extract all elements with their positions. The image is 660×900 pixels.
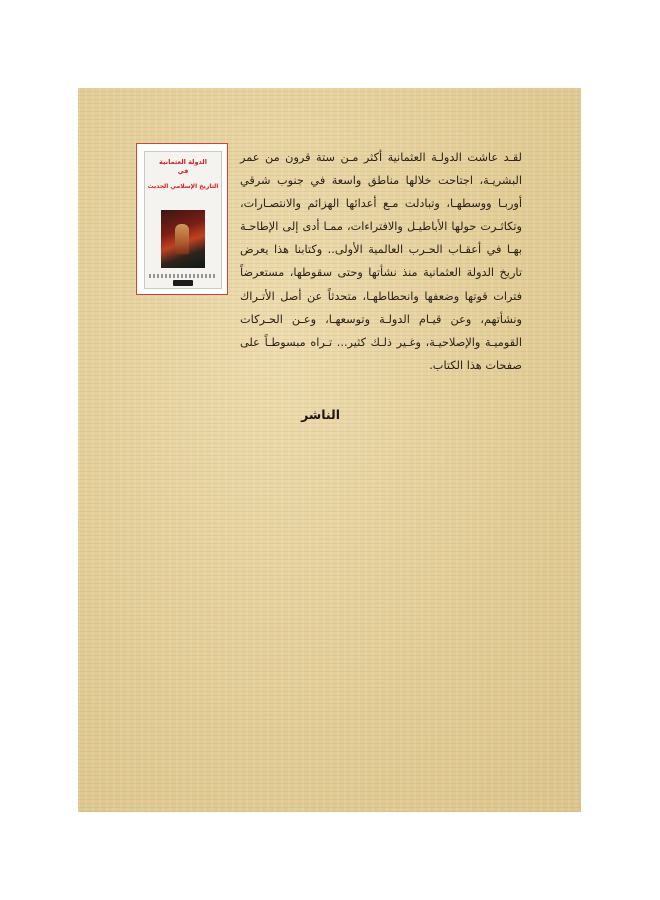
book-cover-author-line <box>149 274 217 278</box>
description-line: لقـد عاشت الدولـة العثمانية أكثر مـن ستة قرون من <box>265 151 522 164</box>
book-cover-title-line: الدولة العثمانية <box>159 158 207 166</box>
book-cover-subtitle: التاريخ الإسلامي الحديث <box>147 183 219 190</box>
book-description <box>240 146 522 377</box>
description-line: قيـام الدولـة وتوسعهـا، وعـن الحـركات القوميـة <box>240 312 522 349</box>
description-line: نشأتها وحتى سقوطها، مستعرضاً فترات قوتها وضعفها <box>240 266 523 303</box>
book-cover-title <box>147 158 219 176</box>
description-line: صفحات هذا الكتاب. <box>429 358 522 372</box>
description-line: شرقي أوربـا ووسطهـا، وتبادلت مـع أعدائها الهزائم <box>240 174 523 211</box>
book-cover-inner <box>144 151 222 289</box>
description-line: ممـا أدى إلى الإطاحـة بهـا في أعقـاب الحـرب العالمية <box>240 220 522 257</box>
book-cover-illustration <box>161 210 205 268</box>
back-cover-page <box>78 88 581 812</box>
publisher-logo <box>173 280 193 286</box>
description-line: وانحطاطهـا، متحدثاً عن أصل الأتـراك ونشأتهم، وعن <box>240 289 523 326</box>
book-cover-connector: في <box>177 167 189 175</box>
description-line: الأولى.. وكتابنا هذا يعرض تاريخ الدولة العثمانية منذ <box>240 243 522 280</box>
publisher-signature: الناشر <box>301 407 340 422</box>
book-cover-thumbnail <box>136 143 228 295</box>
description-line: والانتصـارات، وتكاثـرت حولها الأباطيـل والافتراءات، <box>240 197 522 234</box>
description-line: عمر البشريـة، اجتاحت خلالها مناطق واسعة في جنوب <box>240 151 522 188</box>
description-line: والإصلاحيـة، وغـير ذلـك كثير... تـراه مبسوطـاً على <box>240 335 481 349</box>
